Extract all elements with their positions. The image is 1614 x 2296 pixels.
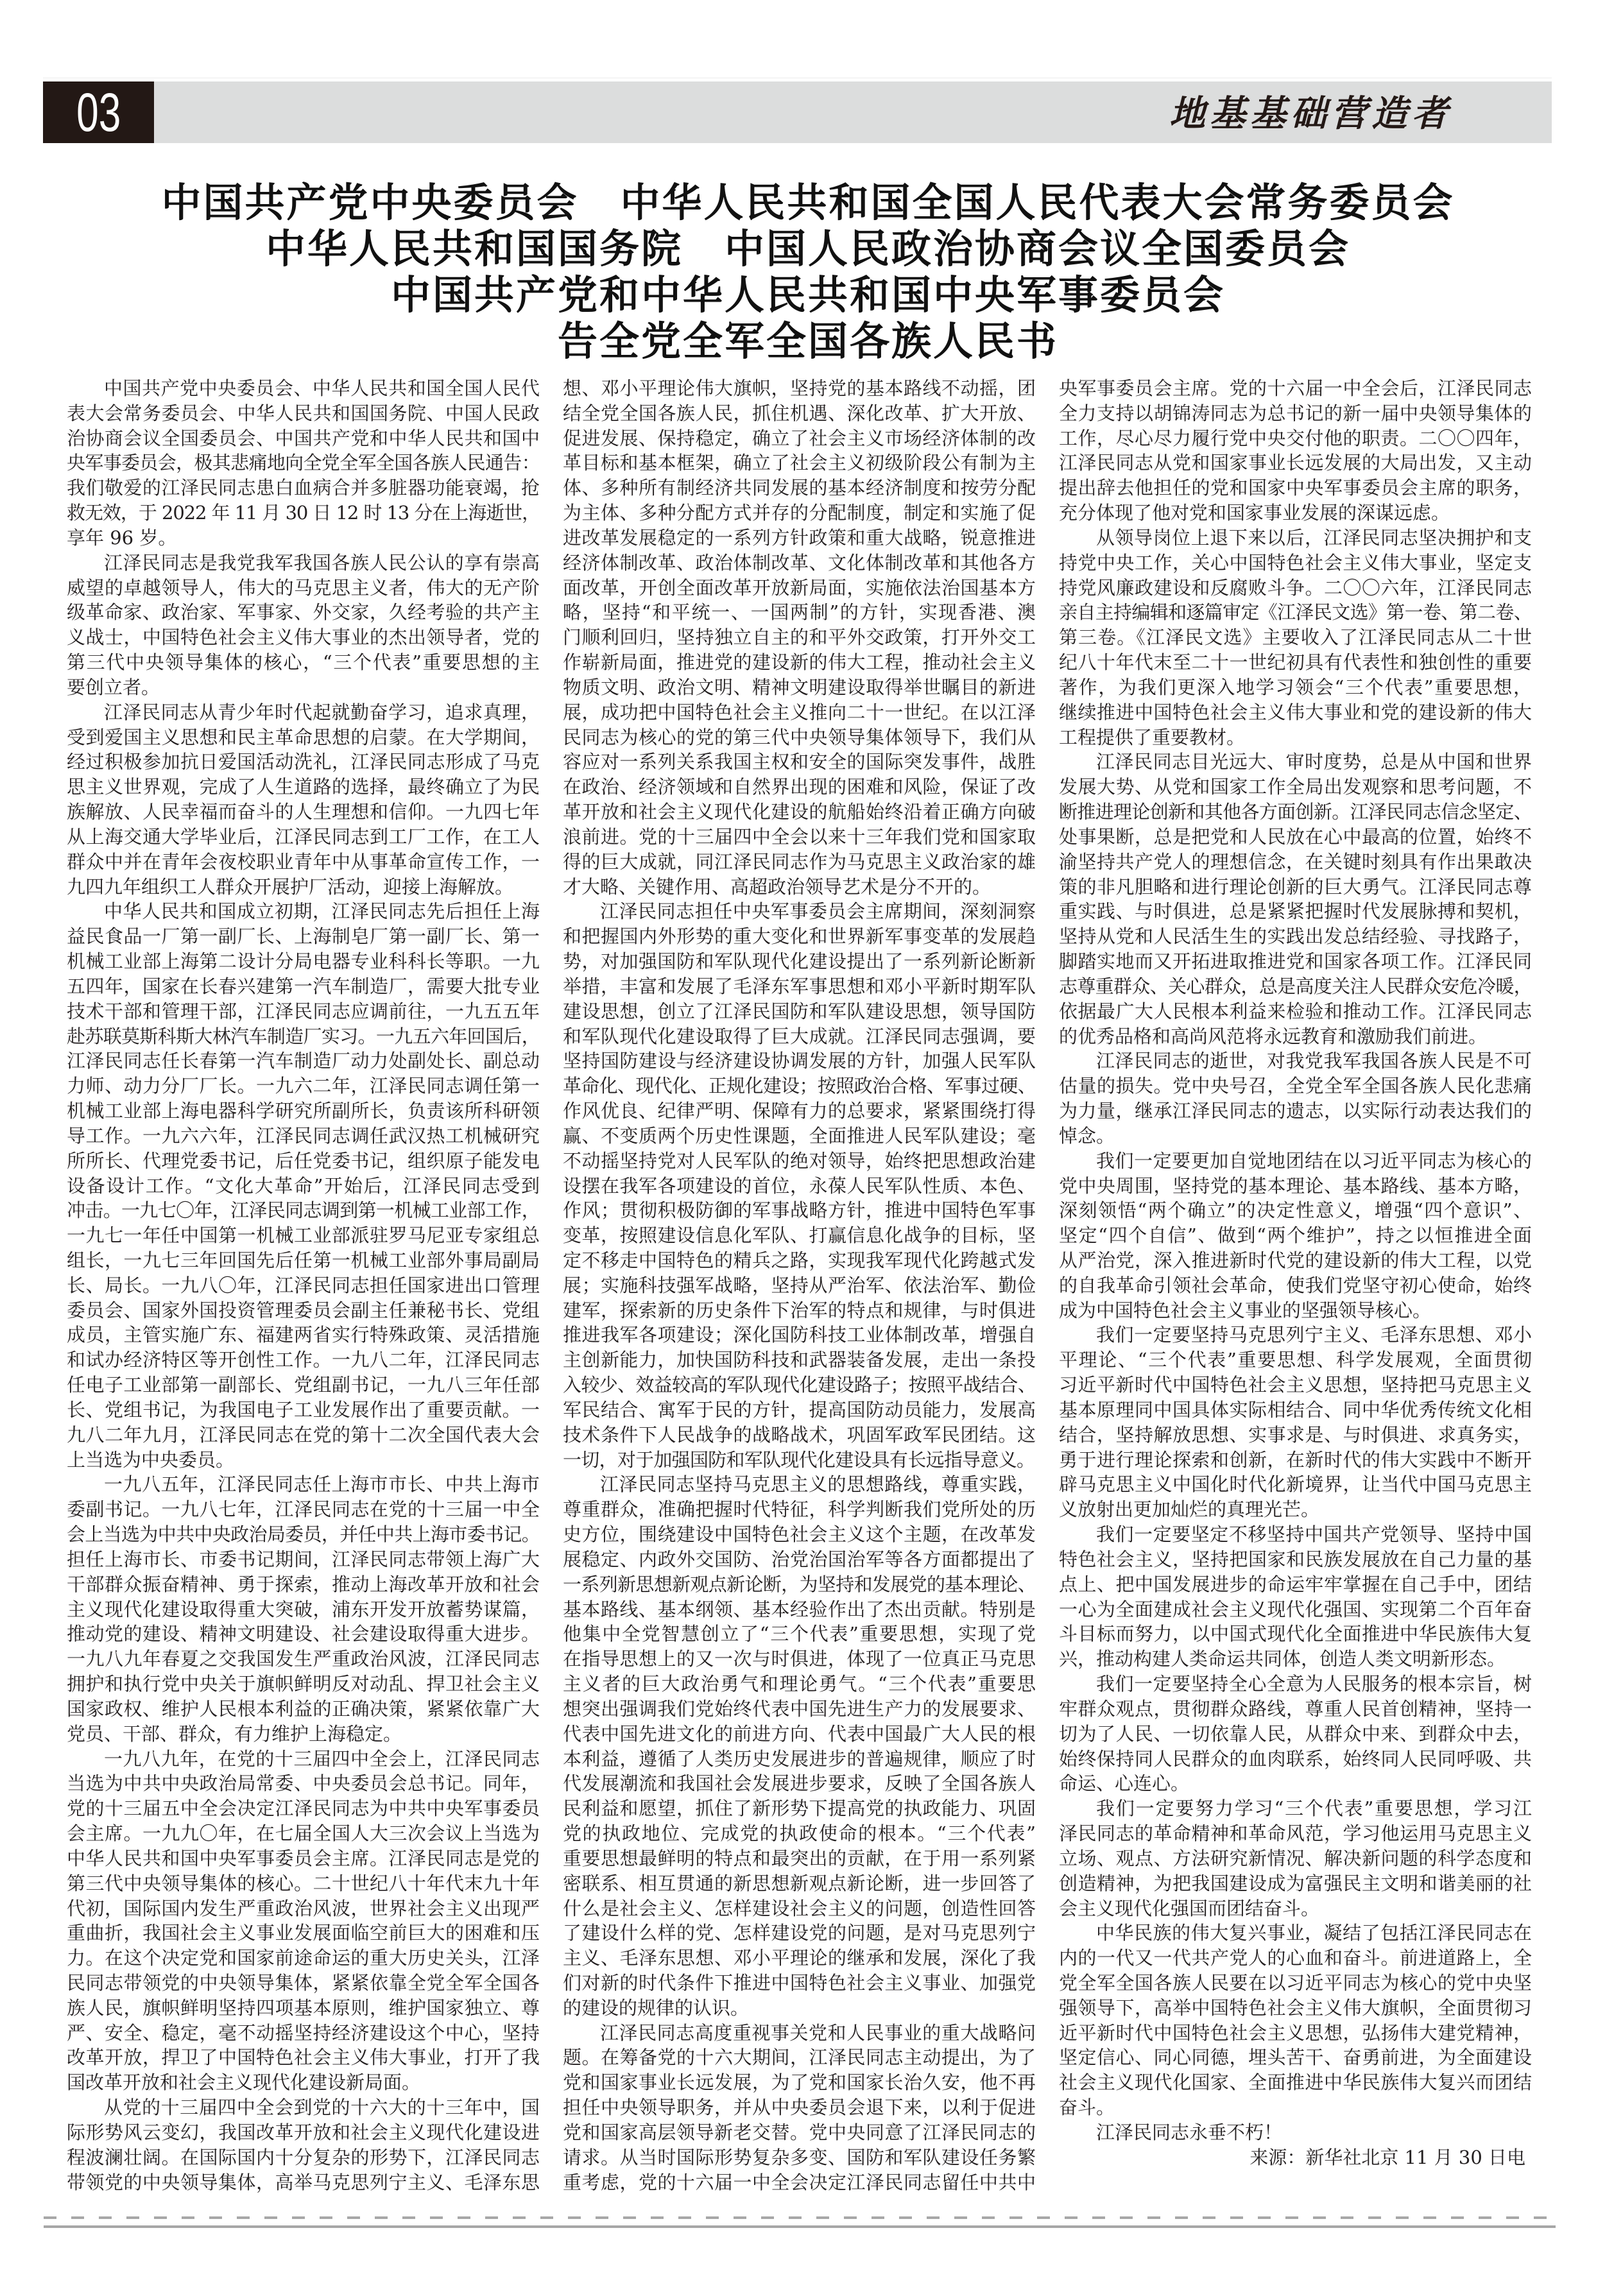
text-line: 江泽民同志任长春第一汽车制造厂动力处副处长、副总动	[67, 1050, 540, 1072]
text-line: 我们一定要更加自觉地团结在以习近平同志为核心的	[1096, 1149, 1532, 1172]
headline-line: 中国共产党中央委员会 中华人民共和国全国人民代表大会常务委员会	[161, 179, 1455, 226]
paragraph	[1059, 1049, 1532, 1148]
text-line: 中华人民共和国中央军事委员会主席。江泽民同志是党的	[67, 1847, 540, 1869]
text-line: 创造精神，为把我国建设成为富强民主文明和谐美丽的社	[1059, 1872, 1532, 1894]
text-line: 在政治、经济领域和自然界出现的困难和风险，保证了改	[563, 776, 1036, 798]
paragraph	[67, 700, 540, 900]
text-line: 策的非凡胆略和进行理论创新的巨大勇气。江泽民同志尊	[1059, 875, 1532, 898]
text-line: 会上当选为中共中央政治局委员，并任中共上海市委书记。	[67, 1523, 540, 1546]
text-line: 一九八九年，在党的十三届四中全会上，江泽民同志	[104, 1747, 540, 1770]
text-line: 当选为中共中央政治局常委、中央委员会总书记。同年，	[67, 1772, 540, 1795]
text-line: 成员，主管实施广东、福建两省实行特殊政策、灵活措施	[67, 1324, 540, 1346]
text-line: 略，坚持“和平统一、一国两制”的方针，实现香港、澳	[563, 601, 1036, 624]
text-line: 党员、干部、群众，有力维护上海稳定。	[67, 1722, 402, 1745]
text-line: 从上海交通大学毕业后，江泽民同志到工厂工作，在工人	[67, 825, 540, 848]
text-line: 第三卷。《江泽民文选》主要收入了江泽民同志从二十世	[1059, 626, 1532, 649]
text-line: 继续推进中国特色社会主义伟大事业和党的建设新的伟大	[1059, 701, 1532, 723]
text-line: 建军，探索新的历史条件下治军的特点和规律，与时俱进	[563, 1299, 1036, 1321]
text-line: 近平新时代中国特色社会主义思想，弘扬伟大建党精神，	[1059, 2021, 1532, 2044]
text-line: 他集中全党智慧创立了“三个代表”重要思想，实现了党	[563, 1623, 1036, 1645]
text-line: 级革命家、政治家、军事家、外交家，久经考验的共产主	[67, 601, 540, 624]
paragraph	[67, 899, 540, 1472]
article-column	[563, 376, 1036, 2195]
footer-dashed-rule	[44, 2216, 1556, 2219]
text-line: 持党中央工作，关心中国特色社会主义伟大事业，坚定支	[1059, 551, 1532, 574]
text-line: 社会主义现代化国家、全面推进中华民族伟大复兴而团结	[1059, 2071, 1532, 2094]
text-line: 要创立者。	[67, 676, 160, 698]
text-line: 体、多种所有制经济共同发展的基本经济制度和按劳分配	[563, 477, 1036, 499]
text-line: 我们一定要坚持全心全意为人民服务的根本宗旨，树	[1096, 1673, 1532, 1695]
text-line: 斗目标而努力，以中国式现代化全面推进中华民族伟大复	[1059, 1623, 1532, 1645]
text-line: 国改革开放和社会主义现代化建设新局面。	[67, 2071, 421, 2094]
text-line: 程波澜壮阔。在国际国内十分复杂的形势下，江泽民同志	[67, 2146, 540, 2168]
text-line: 民同志带领党的中央领导集体，紧紧依靠全党全军全国各	[67, 1972, 540, 1994]
text-line: 赢、不变质两个历史性课题，全面推进人民军队建设；毫	[563, 1124, 1036, 1147]
text-line: 党和国家事业长远发展，为了党和国家长治久安，他不再	[563, 2071, 1036, 2094]
text-line: 担任上海市长、市委书记期间，江泽民同志带领上海广大	[67, 1548, 540, 1570]
text-line: 力。在这个决定党和国家前途命运的重大历史关头，江泽	[67, 1947, 540, 1969]
text-line: 辟马克思主义中国化时代化新境界，让当代中国马克思主	[1059, 1473, 1532, 1496]
text-line: 和军队现代化建设取得了巨大成就。江泽民同志强调，要	[563, 1025, 1036, 1047]
text-line: 始终保持同人民群众的血肉联系，始终同人民同呼吸、共	[1059, 1747, 1532, 1770]
text-line: 点上、把中国发展进步的命运牢牢掌握在自己手中，团结	[1059, 1573, 1532, 1595]
text-line: 主义现代化建设取得重大突破，浦东开发开放蓄势谋篇，	[67, 1598, 540, 1620]
headline-line: 中华人民共和国国务院 中国人民政治协商会议全国委员会	[265, 225, 1350, 272]
text-line: 力师、动力分厂厂长。一九六二年，江泽民同志调任第一	[67, 1075, 540, 1097]
paragraph	[1059, 1921, 1532, 2120]
text-line: 江泽民同志担任中央军事委员会主席期间，深刻洞察	[600, 900, 1036, 923]
text-line: 江泽民同志的逝世，对我党我军我国各族人民是不可	[1096, 1050, 1532, 1072]
paragraph	[1059, 750, 1532, 1049]
text-line: 技术条件下人民战争的战略战术，巩固军政军民团结。这	[563, 1423, 1036, 1446]
text-line: 一系列新思想新观点新论断，为坚持和发展党的基本理论、	[563, 1573, 1036, 1595]
headline-line: 告全党全军全国各族人民书	[557, 318, 1058, 364]
text-line: 党中央周围，坚持党的基本理论、基本路线、基本方略，	[1059, 1174, 1532, 1197]
text-line: 国家政权、维护人民根本利益的正确决策，紧紧依靠广大	[67, 1697, 540, 1720]
text-line: 中华民族的伟大复兴事业，凝结了包括江泽民同志在	[1096, 1922, 1532, 1944]
text-line: 严、安全、稳定，毫不动摇坚持经济建设这个中心，坚持	[67, 2021, 540, 2044]
text-line: 作风优良、纪律严明、保障有力的总要求，紧紧围绕打得	[563, 1100, 1036, 1122]
text-line: 内的一代又一代共产党人的心血和奋斗。前进道路上，全	[1059, 1947, 1532, 1969]
text-line: 基本原理同中国具体实际相结合、同中华优秀传统文化相	[1059, 1398, 1532, 1421]
text-line: 重曲折，我国社会主义事业发展面临空前巨大的困难和压	[67, 1922, 540, 1944]
text-line: 会主席。一九九〇年，在七届全国人大三次会议上当选为	[67, 1822, 540, 1845]
text-line: 改革开放，捍卫了中国特色社会主义伟大事业，打开了我	[67, 2046, 540, 2069]
section-title: 地基基础营造者	[1169, 92, 1452, 135]
footer-solid-rule	[44, 2225, 1556, 2228]
text-line: 和试办经济特区等开创性工作。一九八二年，江泽民同志	[67, 1349, 540, 1371]
text-line: 断推进理论创新和其他各方面创新。江泽民同志信念坚定、	[1059, 801, 1532, 823]
text-line: 担任中央领导职务，并从中央委员会退下来，以利于促进	[563, 2096, 1036, 2119]
text-line: 促进发展、保持稳定，确立了社会主义市场经济体制的改	[563, 427, 1036, 449]
text-line: 群众中并在青年会夜校职业青年中从事革命宣传工作，一	[67, 850, 540, 873]
text-line: 工作，尽心尽力履行党中央交付他的职责。二〇〇四年，	[1059, 427, 1532, 449]
text-line: 的建设的规律的认识。	[563, 1996, 750, 2019]
text-line: 机械工业部上海电器科学研究所副所长，负责该所科研领	[67, 1100, 540, 1122]
text-line: 江泽民同志从青少年时代起就勤奋学习，追求真理，	[104, 701, 540, 723]
text-line: 我们一定要坚持马克思列宁主义、毛泽东思想、邓小	[1096, 1324, 1532, 1346]
text-line: 主创新能力，加快国防科技和武器装备发展，走出一条投	[563, 1349, 1036, 1371]
text-line: 长、党组书记，为我国电子工业发展作出了重要贡献。一	[67, 1398, 540, 1421]
text-line: 浪前进。党的十三届四中全会以来十三年我们党和国家取	[563, 825, 1036, 848]
text-line: 为主体、多种分配方式并存的分配制度，制定和实施了促	[563, 502, 1036, 524]
text-line: 一心为全面建成社会主义现代化强国、实现第二个百年奋	[1059, 1598, 1532, 1620]
text-line: 作崭新局面，推进党的建设新的伟大工程，推动社会主义	[563, 651, 1036, 674]
text-line: 结合，坚持解放思想、实事求是、与时俱进、求真务实，	[1059, 1423, 1532, 1446]
text-line: 估量的损失。党中央号召，全党全军全国各族人民化悲痛	[1059, 1075, 1532, 1097]
text-line: 定不移走中国特色的精兵之路，实现我军现代化跨越式发	[563, 1249, 1036, 1271]
text-line: 特色社会主义，坚持把国家和民族发展放在自己力量的基	[1059, 1548, 1532, 1570]
text-line: 密联系、相互贯通的新思想新观点新论断，进一步回答了	[563, 1872, 1036, 1894]
text-line: 我们一定要努力学习“三个代表”重要思想，学习江	[1096, 1797, 1532, 1820]
text-line: 党的十三届五中全会决定江泽民同志为中共中央军事委员	[67, 1797, 540, 1820]
text-line: 展，成功把中国特色社会主义推向二十一世纪。在以江泽	[563, 701, 1036, 723]
text-line: 立场、观点、方法研究新情况、解决新问题的科学态度和	[1059, 1847, 1532, 1869]
text-line: 势，对加强国防和军队现代化建设提出了一系列新论断新	[563, 950, 1036, 973]
text-line: 主义、毛泽东思想、邓小平理论的继承和发展，深化了我	[563, 1947, 1036, 1969]
text-line: 强领导下，高举中国特色社会主义伟大旗帜，全面贯彻习	[1059, 1996, 1532, 2019]
text-line: 兴，推动构建人类命运共同体，创造人类文明新形态。	[1059, 1648, 1506, 1670]
text-line: 基本路线、基本纲领、基本经验作出了杰出贡献。特别是	[563, 1598, 1036, 1620]
text-line: 重实践、与时俱进，总是紧紧把握时代发展脉搏和契机，	[1059, 900, 1532, 923]
text-line: 提出辞去他担任的党和国家中央军事委员会主席的职务，	[1059, 477, 1532, 499]
paragraph	[67, 376, 540, 551]
paragraph	[563, 899, 1036, 1472]
text-line: 举措，丰富和发展了毛泽东军事思想和邓小平新时期军队	[563, 975, 1036, 997]
text-line: 推进我军各项建设；深化国防科技工业体制改革，增强自	[563, 1324, 1036, 1346]
text-line: 享年 96 岁。	[67, 526, 177, 549]
text-line: 江泽民同志坚持马克思主义的思想路线，尊重实践，	[600, 1473, 1036, 1496]
text-line: 面改革，开创全面改革开放新局面，实施依法治国基本方	[563, 576, 1036, 599]
text-line: 依据最广大人民根本利益来检验和推动工作。江泽民同志	[1059, 1000, 1532, 1022]
text-line: 机械工业部上海第二设计分局电器专业科科长等职。一九	[67, 950, 540, 973]
text-line: 一切，对于加强国防和军队现代化建设具有长远指导意义。	[563, 1448, 1035, 1471]
paragraph	[67, 1747, 540, 2096]
text-line: 渝坚持共产党人的理想信念，在关键时刻具有作出果敢决	[1059, 850, 1532, 873]
text-line: 带领党的中央领导集体，高举马克思列宁主义、毛泽东思	[67, 2171, 540, 2193]
text-line: 所所长、代理党委书记，后任党委书记，组织原子能发电	[67, 1149, 540, 1172]
text-line: 军民结合、寓军于民的方针，提高国防动员能力，发展高	[563, 1398, 1036, 1421]
text-line: 入较少、效益较高的军队现代化建设路子；按照平战结合、	[563, 1374, 1036, 1396]
text-line: 党全军全国各族人民要在以习近平同志为核心的党中央坚	[1059, 1972, 1532, 1994]
text-line: 央军事委员会，极其悲痛地向全党全军全国各族人民通告：	[67, 452, 540, 474]
text-line: 一九七一年任中国第一机械工业部派驻罗马尼亚专家组总	[67, 1224, 540, 1247]
text-line: 得的巨大成就，同江泽民同志作为马克思主义政治家的雄	[563, 850, 1036, 873]
text-line: 我们一定要坚定不移坚持中国共产党领导、坚持中国	[1096, 1523, 1532, 1546]
text-line: 第三代中央领导集体的核心。二十世纪八十年代末九十年	[67, 1872, 540, 1894]
text-line: 工程提供了重要教材。	[1059, 726, 1246, 748]
paragraph	[563, 376, 1036, 899]
paragraph	[67, 2095, 540, 2195]
paragraph	[1059, 1149, 1532, 1323]
text-line: 族解放、人民幸福而奋斗的人生理想和信仰。一九四七年	[67, 801, 540, 823]
paragraph	[1059, 526, 1532, 750]
text-line: 干部群众振奋精神、勇于探索，推动上海改革开放和社会	[67, 1573, 540, 1595]
headline-line: 中国共产党和中华人民共和国中央军事委员会	[390, 271, 1225, 318]
text-line: 设摆在我军各项建设的首位，永葆人民军队性质、本色、	[563, 1174, 1036, 1197]
source-credit: 来源：新华社北京 11 月 30 日电	[1249, 2146, 1525, 2168]
text-line: 代表中国先进文化的前进方向、代表中国最广大人民的根	[563, 1722, 1036, 1745]
text-line: 江泽民同志目光远大、审时度势，总是从中国和世界	[1096, 751, 1532, 773]
text-line: 上当选为中央委员。	[67, 1448, 235, 1471]
text-line: 导工作。一九六六年，江泽民同志调任武汉热工机械研究	[67, 1124, 540, 1147]
text-line: 为力量，继承江泽民同志的遗志，以实际行动表达我们的	[1059, 1100, 1532, 1122]
text-line: 江泽民同志从党和国家事业长远发展的大局出发，又主动	[1059, 452, 1532, 474]
text-line: 救无效，于 2022 年 11 月 30 日 12 时 13 分在上海逝世，	[67, 502, 540, 524]
text-line: 想突出强调我们党始终代表中国先进生产力的发展要求、	[563, 1697, 1036, 1720]
text-line: 受到爱国主义思想和民主革命思想的启蒙。在大学期间，	[67, 726, 540, 748]
text-line: 才大略、关键作用、高超政治领导艺术是分不开的。	[563, 875, 992, 898]
text-line: 推动党的建设、精神文明建设、社会建设取得重大进步。	[67, 1623, 540, 1645]
text-line: 悼念。	[1059, 1124, 1115, 1147]
text-line: 我们敬爱的江泽民同志患白血病合并多脏器功能衰竭，抢	[67, 477, 540, 499]
text-line: 深刻领悟“两个确立”的决定性意义，增强“四个意识”、	[1059, 1199, 1532, 1222]
text-line: 的自我革命引领社会革命，使我们党坚守初心使命，始终	[1059, 1274, 1532, 1296]
text-line: 和把握国内外形势的重大变化和世界新军事变革的发展趋	[563, 925, 1036, 948]
text-line: 第三代中央领导集体的核心，“三个代表”重要思想的主	[67, 651, 540, 674]
paragraph	[67, 551, 540, 700]
text-line: 拥护和执行党中央关于旗帜鲜明反对动乱、捍卫社会主义	[67, 1673, 540, 1695]
text-line: 委员会、国家外国投资管理委员会副主任兼秘书长、党组	[67, 1299, 540, 1321]
text-line: 容应对一系列关系我国主权和安全的国际突发事件，战胜	[563, 751, 1036, 773]
text-line: 重要思想最鲜明的特点和最突出的贡献，在于用一系列紧	[563, 1847, 1036, 1869]
text-line: 持党风廉政建设和反腐败斗争。二〇〇六年，江泽民同志	[1059, 576, 1532, 599]
text-line: 不动摇坚持党对人民军队的绝对领导，始终把思想政治建	[563, 1149, 1036, 1172]
text-line: 请求。从当时国际形势复杂多变、国防和军队建设任务繁	[563, 2146, 1036, 2168]
text-line: 展稳定、内政外交国防、治党治国治军等各方面都提出了	[563, 1548, 1036, 1570]
text-line: 坚持从党和人民活生生的实践出发总结经验、寻找路子，	[1059, 925, 1532, 948]
text-line: 进改革发展稳定的一系列方针政策和重大战略，锐意推进	[563, 526, 1036, 549]
text-line: 脚踏实地而又开拓进取推进党和国家各项工作。江泽民同	[1059, 950, 1532, 973]
text-line: 史方位，围绕建设中国特色社会主义这个主题，在改革发	[563, 1523, 1036, 1546]
text-line: 际形势风云变幻，我国改革开放和社会主义现代化建设进	[67, 2121, 540, 2143]
text-line: 革命化、现代化、正规化建设；按照政治合格、军事过硬、	[563, 1075, 1036, 1097]
text-line: 组长，一九七三年回国先后任第一机械工业部外事局副局	[67, 1249, 540, 1271]
text-line: 从严治党，深入推进新时代党的建设新的伟大工程，以党	[1059, 1249, 1532, 1271]
text-line: 奋斗。	[1059, 2096, 1115, 2119]
text-line: 勇于进行理论探索和创新，在新时代的伟大实践中不断开	[1059, 1448, 1532, 1471]
text-line: 义放射出更加灿烂的真理光芒。	[1059, 1498, 1320, 1521]
text-line: 革开放和社会主义现代化建设的航船始终沿着正确方向破	[563, 801, 1036, 823]
text-line: 从党的十三届四中全会到党的十六大的十三年中，国	[104, 2096, 540, 2119]
text-line: 在指导思想上的又一次与时俱进，体现了一位真正马克思	[563, 1648, 1036, 1670]
text-line: 赴苏联莫斯科斯大林汽车制造厂实习。一九五六年回国后，	[67, 1025, 540, 1047]
text-line: 发展大势、从党和国家工作全局出发观察和思考问题，不	[1059, 776, 1532, 798]
text-line: 充分体现了他对党和国家事业发展的深谋远虑。	[1059, 502, 1450, 524]
paragraph	[1059, 1323, 1532, 1522]
text-line: 们对新的时代条件下推进中国特色社会主义事业、加强党	[563, 1972, 1036, 1994]
text-line: 切为了人民、一切依靠人民，从群众中来、到群众中去，	[1059, 1722, 1532, 1745]
text-line: 设备设计工作。“文化大革命”开始后，江泽民同志受到	[67, 1174, 540, 1197]
paragraph	[1059, 2120, 1532, 2145]
article-column	[67, 376, 540, 2195]
text-line: 江泽民同志永垂不朽！	[1096, 2121, 1283, 2143]
text-line: 什么是社会主义、怎样建设社会主义的问题，创造性回答	[563, 1897, 1036, 1919]
text-line: 平理论、“三个代表”重要思想、科学发展观，全面贯彻	[1059, 1349, 1532, 1371]
text-line: 代发展潮流和我国社会发展进步要求，反映了全国各族人	[563, 1772, 1036, 1795]
text-line: 成为中国特色社会主义事业的坚强领导核心。	[1059, 1299, 1432, 1321]
text-line: 习近平新时代中国特色社会主义思想，坚持把马克思主义	[1059, 1374, 1532, 1396]
text-line: 变革，按照建设信息化军队、打赢信息化战争的目标，坚	[563, 1224, 1036, 1247]
text-line: 从领导岗位上退下来以后，江泽民同志坚决拥护和支	[1096, 526, 1532, 549]
text-line: 任电子工业部第一副部长、党组副书记，一九八三年任部	[67, 1374, 540, 1396]
text-line: 威望的卓越领导人，伟大的马克思主义者，伟大的无产阶	[67, 576, 540, 599]
text-line: 九八二年九月，江泽民同志在党的第十二次全国代表大会	[67, 1423, 540, 1446]
text-line: 党的执政地位、完成党的执政使命的根本。“三个代表”	[563, 1822, 1036, 1845]
text-line: 代初，国际国内发生严重政治风波，世界社会主义出现严	[67, 1897, 540, 1919]
article-column	[1059, 376, 1532, 2170]
text-line: 一九八九年春夏之交我国发生严重政治风波，江泽民同志	[67, 1648, 540, 1670]
text-line: 中国共产党中央委员会、中华人民共和国全国人民代	[104, 377, 540, 399]
text-line: 冲击。一九七〇年，江泽民同志调到第一机械工业部工作，	[67, 1199, 540, 1222]
text-line: 的优秀品格和高尚风范将永远教育和激励我们前进。	[1059, 1025, 1488, 1047]
text-line: 坚定“四个自信”、做到“两个维护”，持之以恒推进全面	[1059, 1224, 1532, 1247]
text-line: 泽民同志的革命精神和革命风范，学习他运用马克思主义	[1059, 1822, 1532, 1845]
text-line: 江泽民同志是我党我军我国各族人民公认的享有崇高	[104, 551, 540, 574]
text-line: 委副书记。一九八七年，江泽民同志在党的十三届一中全	[67, 1498, 540, 1521]
text-line: 经济体制改革、政治体制改革、文化体制改革和其他各方	[563, 551, 1036, 574]
text-line: 重考虑，党的十六届一中全会决定江泽民同志留任中共中	[563, 2171, 1036, 2193]
text-line: 族人民，旗帜鲜明坚持四项基本原则，维护国家独立、尊	[67, 1996, 540, 2019]
paragraph	[1059, 1796, 1532, 1921]
text-line: 作风；贯彻积极防御的军事战略方针，推进中国特色军事	[563, 1199, 1036, 1222]
text-line: 益民食品一厂第一副厂长、上海制皂厂第一副厂长、第一	[67, 925, 540, 948]
text-line: 想、邓小平理论伟大旗帜，坚持党的基本路线不动摇，团	[563, 377, 1036, 399]
text-line: 尊重群众，准确把握时代特征，科学判断我们党所处的历	[563, 1498, 1036, 1521]
text-line: 展；实施科技强军战略，坚持从严治军、依法治军、勤俭	[563, 1274, 1036, 1296]
text-line: 建设思想，创立了江泽民国防和军队建设思想，领导国防	[563, 1000, 1036, 1022]
text-line: 技术干部和管理干部，江泽民同志应调前往，一九五五年	[67, 1000, 540, 1022]
text-line: 了建设什么样的党、怎样建设党的问题，是对马克思列宁	[563, 1922, 1036, 1944]
paragraph	[563, 2021, 1036, 2195]
text-line: 纪八十年代末至二十一世纪初具有代表性和独创性的重要	[1059, 651, 1532, 674]
text-line: 题。在筹备党的十六大期间，江泽民同志主动提出，为了	[563, 2046, 1036, 2069]
text-line: 思主义世界观，完成了人生道路的选择，最终确立了为民	[67, 776, 540, 798]
text-line: 民同志为核心的党的第三代中央领导集体领导下，我们从	[563, 726, 1036, 748]
text-line: 治协商会议全国委员会、中国共产党和中华人民共和国中	[67, 427, 540, 449]
text-line: 央军事委员会主席。党的十六届一中全会后，江泽民同志	[1059, 377, 1532, 399]
paragraph	[1059, 1522, 1532, 1672]
paragraph	[563, 1472, 1036, 2020]
text-line: 党和国家高层领导新老交替。党中央同意了江泽民同志的	[563, 2121, 1036, 2143]
text-line: 著作，为我们更深入地学习领会“三个代表”重要思想，	[1059, 676, 1532, 698]
text-line: 长、局长。一九八〇年，江泽民同志担任国家进出口管理	[67, 1274, 540, 1296]
text-line: 会主义现代化强国而团结奋斗。	[1059, 1897, 1320, 1919]
text-line: 处事果断，总是把党和人民放在心中最高的位置，始终不	[1059, 825, 1532, 848]
text-line: 表大会常务委员会、中华人民共和国国务院、中国人民政	[67, 402, 540, 424]
text-line: 义战士，中国特色社会主义伟大事业的杰出领导者，党的	[67, 626, 540, 649]
text-line: 五四年，国家在长春兴建第一汽车制造厂，需要大批专业	[67, 975, 540, 997]
text-line: 江泽民同志高度重视事关党和人民事业的重大战略问	[600, 2021, 1036, 2044]
paragraph	[1059, 376, 1532, 526]
paragraph	[67, 1472, 540, 1746]
text-line: 亲自主持编辑和逐篇审定《江泽民文选》第一卷、第二卷、	[1059, 601, 1532, 624]
text-line: 民利益和愿望，抓住了新形势下提高党的执政能力、巩固	[563, 1797, 1036, 1820]
text-line: 经过积极参加抗日爱国活动洗礼，江泽民同志形成了马克	[67, 751, 540, 773]
page-number: 03	[76, 82, 121, 142]
paragraph	[1059, 1672, 1532, 1796]
text-line: 革目标和基本框架，确立了社会主义初级阶段公有制为主	[563, 452, 1036, 474]
text-line: 一九八五年，江泽民同志任上海市市长、中共上海市	[104, 1473, 540, 1496]
text-line: 中华人民共和国成立初期，江泽民同志先后担任上海	[104, 900, 540, 923]
text-line: 牢群众观点，贯彻群众路线，尊重人民首创精神，坚持一	[1059, 1697, 1532, 1720]
text-line: 结全党全国各族人民，抓住机遇、深化改革、扩大开放、	[563, 402, 1036, 424]
text-line: 全力支持以胡锦涛同志为总书记的新一届中央领导集体的	[1059, 402, 1532, 424]
text-line: 本利益，遵循了人类历史发展进步的普遍规律，顺应了时	[563, 1747, 1036, 1770]
text-line: 主义者的巨大政治勇气和理论勇气。“三个代表”重要思	[563, 1673, 1036, 1695]
text-line: 门顺利回归，坚持独立自主的和平外交政策，打开外交工	[563, 626, 1036, 649]
text-line: 九四九年组织工人群众开展护厂活动，迎接上海解放。	[67, 875, 514, 898]
text-line: 志尊重群众、关心群众，总是高度关注人民群众安危冷暖，	[1059, 975, 1532, 997]
text-line: 物质文明、政治文明、精神文明建设取得举世瞩目的新进	[563, 676, 1036, 698]
text-line: 坚定信心、同心同德，埋头苦干、奋勇前进，为全面建设	[1059, 2046, 1532, 2069]
text-line: 坚持国防建设与经济建设协调发展的方针，加强人民军队	[563, 1050, 1036, 1072]
text-line: 命运、心连心。	[1059, 1772, 1190, 1795]
